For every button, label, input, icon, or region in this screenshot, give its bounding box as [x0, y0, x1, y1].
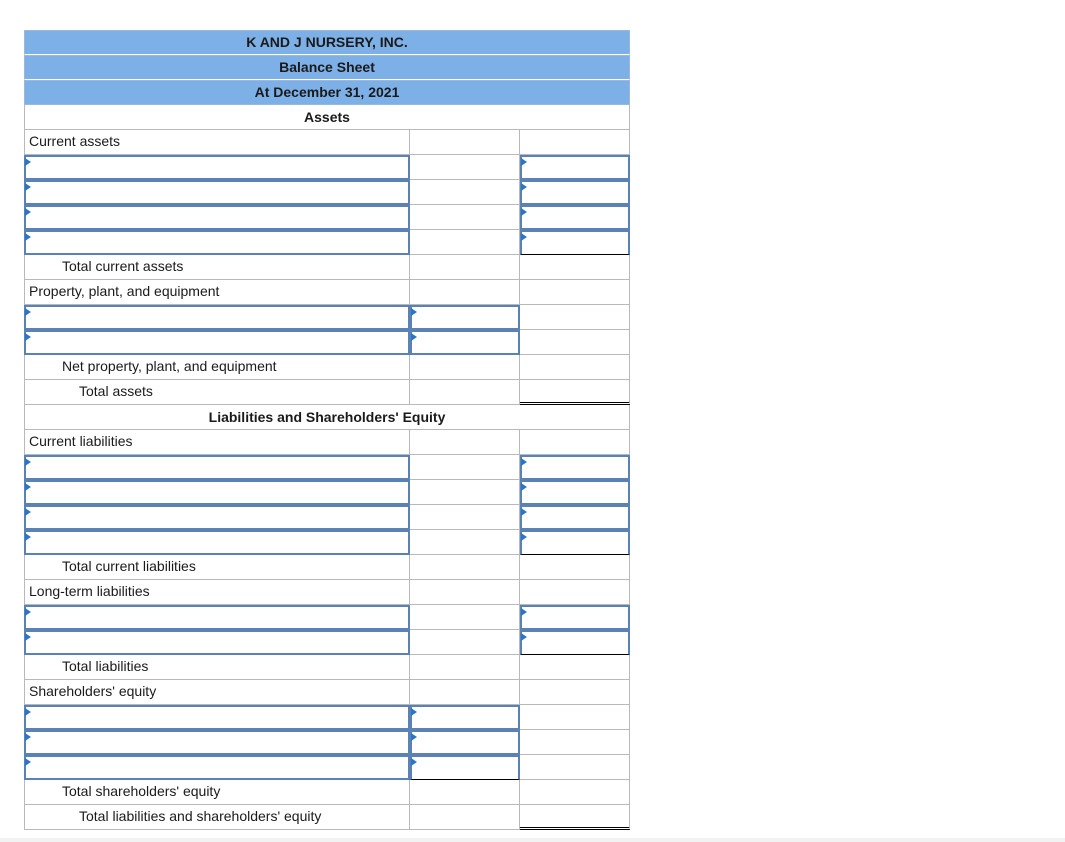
total-liabilities-row: [24, 655, 630, 680]
equity-input-row: [24, 730, 630, 755]
current-asset-input-row: [24, 155, 630, 180]
equity-account-dropdown[interactable]: [24, 705, 410, 730]
current-asset-account-dropdown[interactable]: [24, 230, 410, 255]
amount-cell: [410, 380, 520, 405]
total-current-liabilities-label: Total current liabilities: [24, 555, 410, 580]
total-liabilities-equity-label: Total liabilities and shareholders' equity: [24, 805, 410, 830]
amount-cell: [410, 580, 520, 605]
current-liability-account-dropdown[interactable]: [24, 505, 410, 530]
amount-cell: [520, 130, 630, 155]
current-asset-account-dropdown[interactable]: [24, 180, 410, 205]
amount-cell: [520, 330, 630, 355]
amount-cell: [410, 805, 520, 830]
amount-cell: [410, 480, 520, 505]
equity-amount-input[interactable]: [410, 705, 520, 730]
total-liabilities-equity-amount[interactable]: [520, 805, 630, 830]
total-current-assets-row: [24, 255, 630, 280]
page-footer-strip: [0, 838, 1065, 842]
statement-date: At December 31, 2021: [24, 80, 630, 105]
current-asset-input-row: [24, 180, 630, 205]
long-term-liability-account-dropdown[interactable]: [24, 630, 410, 655]
current-liability-input-row: [24, 505, 630, 530]
total-assets-amount[interactable]: [520, 380, 630, 405]
amount-cell: [520, 430, 630, 455]
amount-cell: [520, 730, 630, 755]
amount-cell: [410, 655, 520, 680]
current-liabilities-label: Current liabilities: [24, 430, 410, 455]
amount-cell: [410, 155, 520, 180]
amount-cell: [410, 280, 520, 305]
amount-cell: [410, 180, 520, 205]
amount-cell: [410, 255, 520, 280]
amount-cell: [410, 680, 520, 705]
current-assets-row: [24, 130, 630, 155]
total-shareholders-equity-row: [24, 780, 630, 805]
equity-input-row: [24, 705, 630, 730]
net-ppe-amount[interactable]: [520, 355, 630, 380]
total-shareholders-equity-label: Total shareholders' equity: [24, 780, 410, 805]
ppe-amount-input[interactable]: [410, 330, 520, 355]
total-liabilities-equity-row: [24, 805, 630, 830]
total-liabilities-amount[interactable]: [520, 655, 630, 680]
current-liability-amount-input[interactable]: [520, 505, 630, 530]
total-shareholders-equity-amount[interactable]: [520, 780, 630, 805]
current-asset-amount-input[interactable]: [520, 205, 630, 230]
long-term-liability-amount-input[interactable]: [520, 630, 630, 655]
equity-input-row: [24, 755, 630, 780]
ppe-input-row: [24, 305, 630, 330]
current-assets-label: Current assets: [24, 130, 410, 155]
long-term-liability-input-row: [24, 605, 630, 630]
current-asset-amount-input[interactable]: [520, 230, 630, 255]
ppe-label: Property, plant, and equipment: [24, 280, 410, 305]
total-liabilities-label: Total liabilities: [24, 655, 410, 680]
current-asset-input-row: [24, 205, 630, 230]
amount-cell: [520, 580, 630, 605]
amount-cell: [410, 605, 520, 630]
long-term-liability-input-row: [24, 630, 630, 655]
long-term-liability-amount-input[interactable]: [520, 605, 630, 630]
ppe-account-dropdown[interactable]: [24, 305, 410, 330]
current-liability-amount-input[interactable]: [520, 455, 630, 480]
long-term-liability-account-dropdown[interactable]: [24, 605, 410, 630]
current-liability-account-dropdown[interactable]: [24, 480, 410, 505]
ppe-amount-input[interactable]: [410, 305, 520, 330]
current-asset-amount-input[interactable]: [520, 180, 630, 205]
amount-cell: [410, 630, 520, 655]
amount-cell: [410, 205, 520, 230]
ppe-row: [24, 280, 630, 305]
current-asset-account-dropdown[interactable]: [24, 155, 410, 180]
total-current-liabilities-row: [24, 555, 630, 580]
amount-cell: [410, 555, 520, 580]
total-current-assets-amount[interactable]: [520, 255, 630, 280]
amount-cell: [520, 305, 630, 330]
current-liability-input-row: [24, 530, 630, 555]
equity-account-dropdown[interactable]: [24, 755, 410, 780]
assets-heading: Assets: [24, 105, 630, 130]
net-ppe-label: Net property, plant, and equipment: [24, 355, 410, 380]
current-liability-input-row: [24, 455, 630, 480]
equity-account-dropdown[interactable]: [24, 730, 410, 755]
current-liabilities-row: [24, 430, 630, 455]
shareholders-equity-row: [24, 680, 630, 705]
shareholders-equity-label: Shareholders' equity: [24, 680, 410, 705]
ppe-input-row: [24, 330, 630, 355]
amount-cell: [520, 705, 630, 730]
amount-cell: [410, 455, 520, 480]
long-term-liabilities-row: [24, 580, 630, 605]
current-asset-input-row: [24, 230, 630, 255]
total-assets-label: Total assets: [24, 380, 410, 405]
current-asset-amount-input[interactable]: [520, 155, 630, 180]
current-liability-account-dropdown[interactable]: [24, 530, 410, 555]
current-liability-amount-input[interactable]: [520, 480, 630, 505]
amount-cell: [520, 755, 630, 780]
total-current-liabilities-amount[interactable]: [520, 555, 630, 580]
net-ppe-row: [24, 355, 630, 380]
amount-cell: [520, 280, 630, 305]
equity-amount-input[interactable]: [410, 730, 520, 755]
amount-cell: [410, 230, 520, 255]
amount-cell: [410, 530, 520, 555]
balance-sheet-form: [24, 30, 630, 830]
current-liability-input-row: [24, 480, 630, 505]
current-liability-amount-input[interactable]: [520, 530, 630, 555]
company-name: K AND J NURSERY, INC.: [24, 30, 630, 55]
amount-cell: [410, 430, 520, 455]
statement-title: Balance Sheet: [24, 55, 630, 80]
amount-cell: [520, 680, 630, 705]
equity-amount-input[interactable]: [410, 755, 520, 780]
amount-cell: [410, 355, 520, 380]
amount-cell: [410, 130, 520, 155]
long-term-liabilities-label: Long-term liabilities: [24, 580, 410, 605]
amount-cell: [410, 505, 520, 530]
total-current-assets-label: Total current assets: [24, 255, 410, 280]
liabilities-equity-heading: Liabilities and Shareholders' Equity: [24, 405, 630, 430]
current-liability-account-dropdown[interactable]: [24, 455, 410, 480]
amount-cell: [410, 780, 520, 805]
ppe-account-dropdown[interactable]: [24, 330, 410, 355]
current-asset-account-dropdown[interactable]: [24, 205, 410, 230]
total-assets-row: [24, 380, 630, 405]
